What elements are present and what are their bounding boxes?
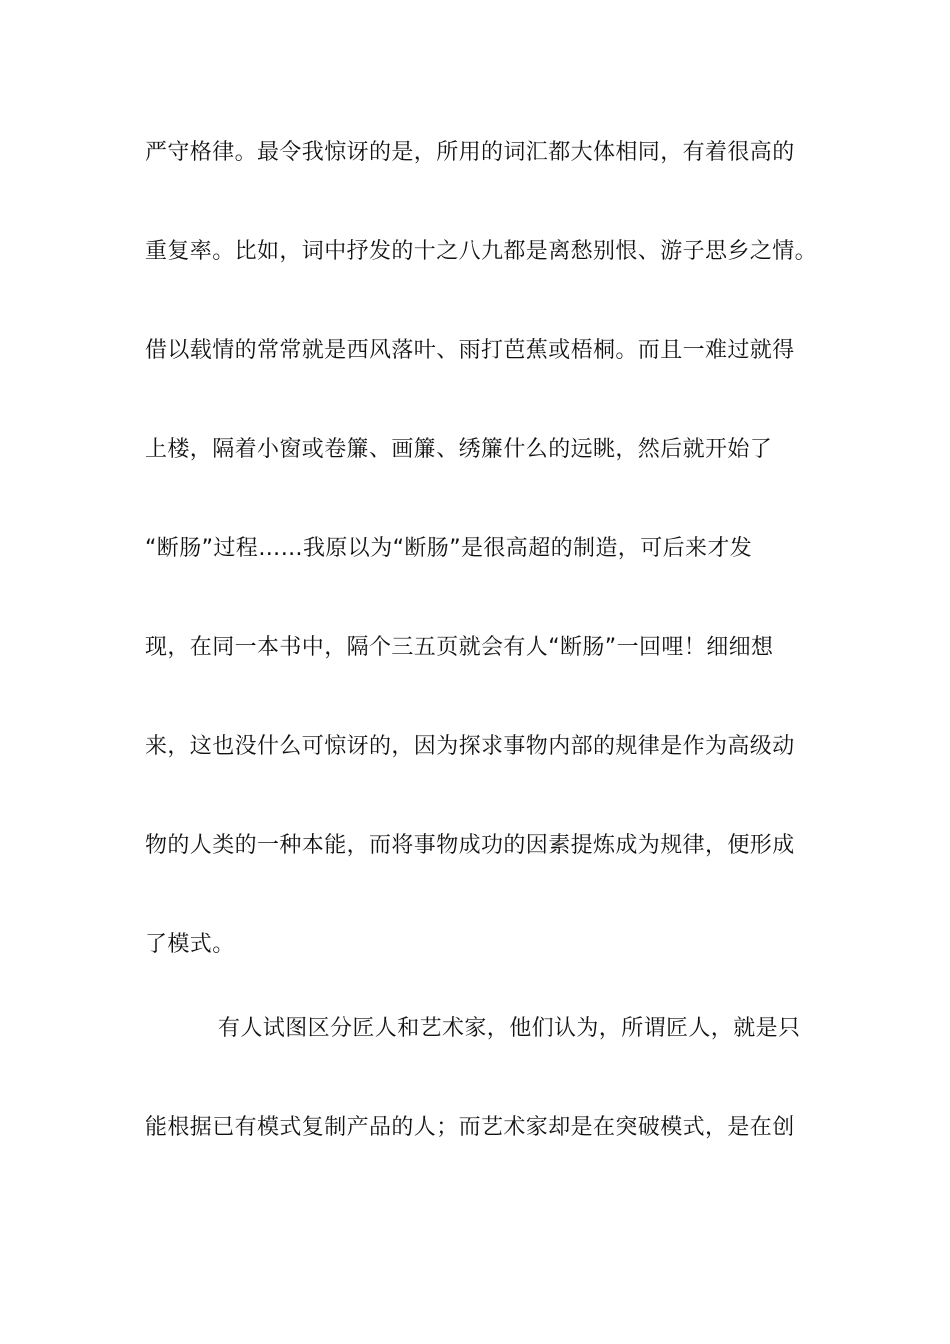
paragraph-line-1: 严守格律。最令我惊讶的是，所用的词汇都大体相同，有着很高的 [145, 140, 795, 165]
paragraph-2-line-1: 有人试图区分匠人和艺术家，他们认为，所谓匠人，就是只 [218, 1016, 801, 1041]
paragraph-line-7: 来，这也没什么可惊讶的，因为探求事物内部的规律是作为高级动 [145, 734, 795, 759]
paragraph-line-8: 物的人类的一种本能，而将事物成功的因素提炼成为规律，便形成 [145, 833, 795, 858]
paragraph-line-2: 重复率。比如，词中抒发的十之八九都是离愁别恨、游子思乡之情。 [145, 239, 818, 264]
paragraph-line-6: 现，在同一本书中，隔个三五页就会有人“断肠”一回哩！细细想 [145, 635, 774, 660]
paragraph-line-4: 上楼，隔着小窗或卷簾、画簾、绣簾什么的远眺，然后就开始了 [145, 437, 773, 462]
paragraph-2-line-2: 能根据已有模式复制产品的人；而艺术家却是在突破模式，是在创 [145, 1115, 795, 1140]
paragraph-line-5: “断肠”过程……我原以为“断肠”是很高超的制造，可后来才发 [145, 536, 753, 561]
paragraph-line-3: 借以载情的常常就是西风落叶、雨打芭蕉或梧桐。而且一难过就得 [145, 338, 795, 363]
paragraph-line-9: 了模式。 [145, 932, 235, 957]
